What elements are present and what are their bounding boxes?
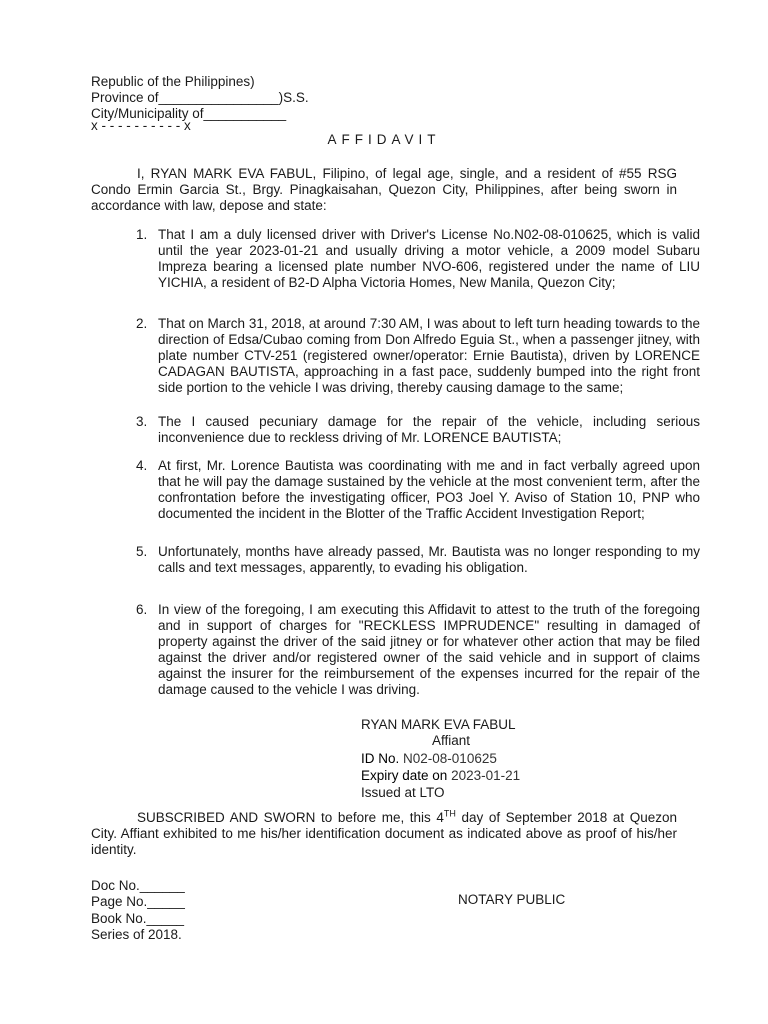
jurat-paragraph (91, 810, 677, 858)
item-text: In view of the foregoing, I am executing this Affidavit to attest to the truth of the foregoing and in support of charges for "RECKLESS IMPRUDENCE" resulting in damaged of property against the driver of the said jitney or for whatever other action that may be filed against the driver and/or registered owner of the said vehicle and in support of claims against the insurer for the reimbursement of the expenses incurred for the repair of the damage caused to the vehicle I was driving. (158, 602, 700, 697)
intro-paragraph: I, RYAN MARK EVA FABUL, Filipino, of legal age, single, and a resident of #55 RSG Condo Ermin Garcia St., Brgy. Pinagkaisahan, Quezon City, Philippines, after being sworn in accordance with law, depose and state: (91, 166, 677, 213)
jurat-ordinal: TH (443, 808, 456, 819)
expiry-label: Expiry date on (361, 768, 448, 783)
id-value: N02-08-010625 (403, 751, 497, 766)
item-number: 3. (136, 414, 148, 429)
jurat-after: day of September 2018 at Quezon City. Affiant exhibited to me his/her identification document as indicated above as proof of his/her identity. (91, 810, 677, 857)
item-number: 2. (136, 316, 148, 331)
list-item (136, 602, 700, 698)
item-number: 4. (136, 458, 148, 473)
id-number-line (361, 750, 497, 767)
series: Series of 2018. (91, 927, 182, 942)
header-separator: x - - - - - - - - - - x (91, 118, 191, 133)
expiry-value: 2023-01-21 (451, 768, 521, 783)
header-republic: Republic of the Philippines) (91, 74, 255, 89)
item-number: 1. (136, 227, 148, 242)
item-text: The I caused pecuniary damage for the repair of the vehicle, including serious inconvenience due to reckless driving of Mr. LORENCE BAUTISTA; (158, 414, 700, 445)
affiant-label: Affiant (432, 733, 471, 748)
list-item (136, 227, 700, 291)
expiry-line (361, 767, 520, 784)
id-label: ID No. (361, 751, 400, 766)
list-item (136, 414, 700, 446)
list-item (136, 316, 700, 396)
list-item (136, 544, 700, 576)
affiant-name: RYAN MARK EVA FABUL (361, 717, 516, 732)
page-number: Page No._____ (91, 894, 185, 909)
header-city: City/Municipality of___________ (91, 106, 287, 121)
item-text: That on March 31, 2018, at around 7:30 AM, I was about to left turn heading towards to the direction of Edsa/Cubao coming from Don Alfredo Eguia St., when a passenger jitney, with plate number CTV-251 (registered owner/operator: Ernie Bautista), driven by LORENCE CADAGAN BAUTISTA, approaching in a fast pace, suddenly bumped into the right front side portion to the vehicle I was driving, thereby causing damage to the same; (158, 316, 700, 395)
notary-public-label: NOTARY PUBLIC (458, 892, 566, 907)
issued-at: Issued at LTO (361, 785, 445, 800)
jurat-before: SUBSCRIBED AND SWORN to before me, this 4 (137, 810, 444, 825)
list-item (136, 458, 700, 522)
item-number: 6. (136, 602, 148, 617)
item-number: 5. (136, 544, 148, 559)
item-text: Unfortunately, months have already passed, Mr. Bautista was no longer responding to my calls and text messages, apparently, to evading his obligation. (158, 544, 700, 575)
item-text: At first, Mr. Lorence Bautista was coordinating with me and in fact verbally agreed upon that he will pay the damage sustained by the vehicle at the most convenient term, after the confrontation before the investigating officer, PO3 Joel Y. Aviso of Station 10, PNP who documented the incident in the Blotter of the Traffic Accident Investigation Report; (158, 458, 700, 521)
item-text: That I am a duly licensed driver with Driver's License No.N02-08-010625, which is valid until the year 2023-01-21 and usually driving a motor vehicle, a 2009 model Subaru Impreza bearing a licensed plate number NVO-606, registered under the name of LIU YICHIA, a resident of B2-D Alpha Victoria Homes, New Manila, Quezon City; (158, 227, 700, 290)
doc-number: Doc No.______ (91, 878, 185, 893)
header-province: Province of________________)S.S. (91, 90, 309, 105)
document-title: AFFIDAVIT (327, 132, 441, 147)
book-number: Book No._____ (91, 911, 185, 926)
